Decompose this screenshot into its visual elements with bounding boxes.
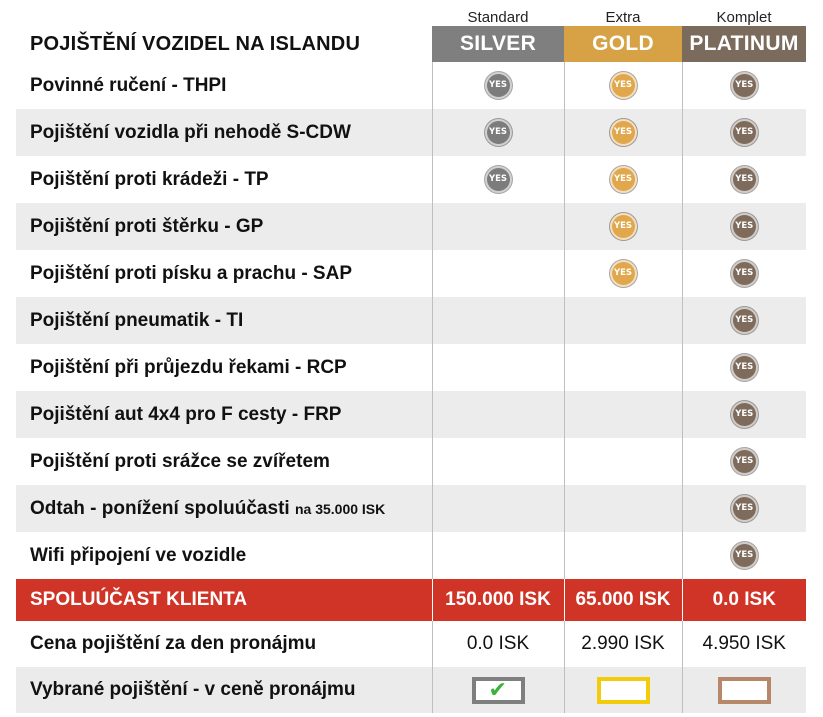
selected-label: Vybrané pojištění - v ceně pronájmu (16, 667, 432, 713)
yes-gold-icon: YES (610, 260, 637, 287)
yes-gold-icon: YES (610, 213, 637, 240)
deductible-gold: 65.000 ISK (564, 579, 682, 621)
feature-silver-cell (432, 344, 564, 391)
check-icon: ✔ (488, 677, 507, 703)
feature-label (16, 250, 432, 297)
feature-label-text: Povinné ručení - THPI (30, 74, 227, 96)
feature-silver-cell (432, 156, 564, 203)
feature-label (16, 297, 432, 344)
yes-platinum-icon: YES (731, 307, 758, 334)
feature-label (16, 156, 432, 203)
feature-silver-cell (432, 62, 564, 109)
yes-silver-icon: YES (485, 119, 512, 146)
feature-platinum-cell (682, 297, 806, 344)
yes-silver-icon: YES (485, 72, 512, 99)
feature-row (16, 156, 806, 203)
feature-label-text: Pojištění proti krádeži - TP (30, 168, 269, 190)
yes-platinum-icon: YES (731, 401, 758, 428)
feature-label (16, 485, 432, 532)
feature-label (16, 532, 432, 579)
feature-label (16, 391, 432, 438)
tier-extra: Extra (605, 9, 641, 26)
feature-gold-cell (564, 250, 682, 297)
feature-gold-cell (564, 109, 682, 156)
feature-gold-cell (564, 62, 682, 109)
yes-gold-icon: YES (610, 166, 637, 193)
deductible-platinum: 0.0 ISK (682, 579, 806, 621)
price-silver: 0.0 ISK (432, 621, 564, 667)
yes-platinum-icon: YES (731, 119, 758, 146)
feature-gold-cell (564, 156, 682, 203)
feature-silver-cell (432, 438, 564, 485)
select-platinum-checkbox[interactable] (718, 677, 771, 704)
feature-platinum-cell (682, 485, 806, 532)
feature-label (16, 203, 432, 250)
feature-platinum-cell (682, 109, 806, 156)
feature-label-note: na 35.000 ISK (294, 500, 386, 517)
feature-platinum-cell (682, 203, 806, 250)
deductible-label: SPOLUÚČAST KLIENTA (16, 579, 432, 621)
yes-platinum-icon: YES (731, 448, 758, 475)
feature-gold-cell (564, 532, 682, 579)
feature-row (16, 250, 806, 297)
feature-silver-cell (432, 532, 564, 579)
feature-label-text: Pojištění vozidla při nehodě S-CDW (30, 121, 351, 143)
yes-platinum-icon: YES (731, 495, 758, 522)
feature-gold-cell (564, 297, 682, 344)
feature-row (16, 203, 806, 250)
yes-platinum-icon: YES (731, 213, 758, 240)
feature-platinum-cell (682, 532, 806, 579)
feature-label-text: Pojištění při průjezdu řekami - RCP (30, 356, 347, 378)
feature-silver-cell (432, 203, 564, 250)
feature-label (16, 109, 432, 156)
feature-platinum-cell (682, 438, 806, 485)
feature-gold-cell (564, 344, 682, 391)
feature-label (16, 62, 432, 109)
feature-silver-cell (432, 297, 564, 344)
feature-gold-cell (564, 203, 682, 250)
feature-label-text: Pojištění pneumatik - TI (30, 309, 244, 331)
feature-label-text: Odtah - ponížení spoluúčasti (30, 497, 290, 519)
plan-silver-header: SILVER (432, 26, 564, 62)
feature-platinum-cell (682, 156, 806, 203)
feature-platinum-cell (682, 62, 806, 109)
yes-platinum-icon: YES (731, 72, 758, 99)
yes-silver-icon: YES (485, 166, 512, 193)
yes-gold-icon: YES (610, 72, 637, 99)
feature-platinum-cell (682, 344, 806, 391)
deductible-silver: 150.000 ISK (432, 579, 564, 621)
price-gold: 2.990 ISK (564, 621, 682, 667)
tier-komplet: Komplet (716, 9, 772, 26)
feature-gold-cell (564, 485, 682, 532)
feature-row (16, 485, 806, 532)
feature-gold-cell (564, 391, 682, 438)
feature-label-text: Pojištění aut 4x4 pro F cesty - FRP (30, 403, 342, 425)
yes-platinum-icon: YES (731, 354, 758, 381)
feature-label-text: Pojištění proti štěrku - GP (30, 215, 264, 237)
selected-row (16, 667, 806, 713)
yes-platinum-icon: YES (731, 166, 758, 193)
price-row (16, 621, 806, 667)
feature-row (16, 344, 806, 391)
deductible-row (16, 579, 806, 621)
feature-silver-cell (432, 250, 564, 297)
feature-row (16, 438, 806, 485)
feature-row (16, 297, 806, 344)
feature-platinum-cell (682, 250, 806, 297)
yes-platinum-icon: YES (731, 260, 758, 287)
feature-platinum-cell (682, 391, 806, 438)
yes-gold-icon: YES (610, 119, 637, 146)
feature-silver-cell (432, 109, 564, 156)
feature-label-text: Pojištění proti srážce se zvířetem (30, 450, 330, 472)
yes-platinum-icon: YES (731, 542, 758, 569)
features-body (16, 62, 806, 579)
feature-label-text: Wifi připojení ve vozidle (30, 544, 247, 566)
feature-row (16, 391, 806, 438)
select-silver-checkbox[interactable] (472, 677, 525, 704)
price-platinum: 4.950 ISK (682, 621, 806, 667)
insurance-table (16, 4, 806, 713)
feature-row (16, 532, 806, 579)
feature-row (16, 109, 806, 156)
feature-label (16, 438, 432, 485)
feature-silver-cell (432, 485, 564, 532)
feature-row (16, 62, 806, 109)
price-label: Cena pojištění za den pronájmu (30, 633, 317, 654)
feature-label-text: Pojištění proti písku a prachu - SAP (30, 262, 352, 284)
select-gold-checkbox[interactable] (597, 677, 650, 704)
tier-row (16, 4, 806, 26)
table-title: POJIŠTĚNÍ VOZIDEL NA ISLANDU (30, 32, 361, 55)
header-row (16, 26, 806, 62)
feature-silver-cell (432, 391, 564, 438)
feature-gold-cell (564, 438, 682, 485)
feature-label (16, 344, 432, 391)
plan-platinum-header: PLATINUM (682, 26, 806, 62)
tier-standard: Standard (467, 9, 529, 26)
plan-gold-header: GOLD (564, 26, 682, 62)
